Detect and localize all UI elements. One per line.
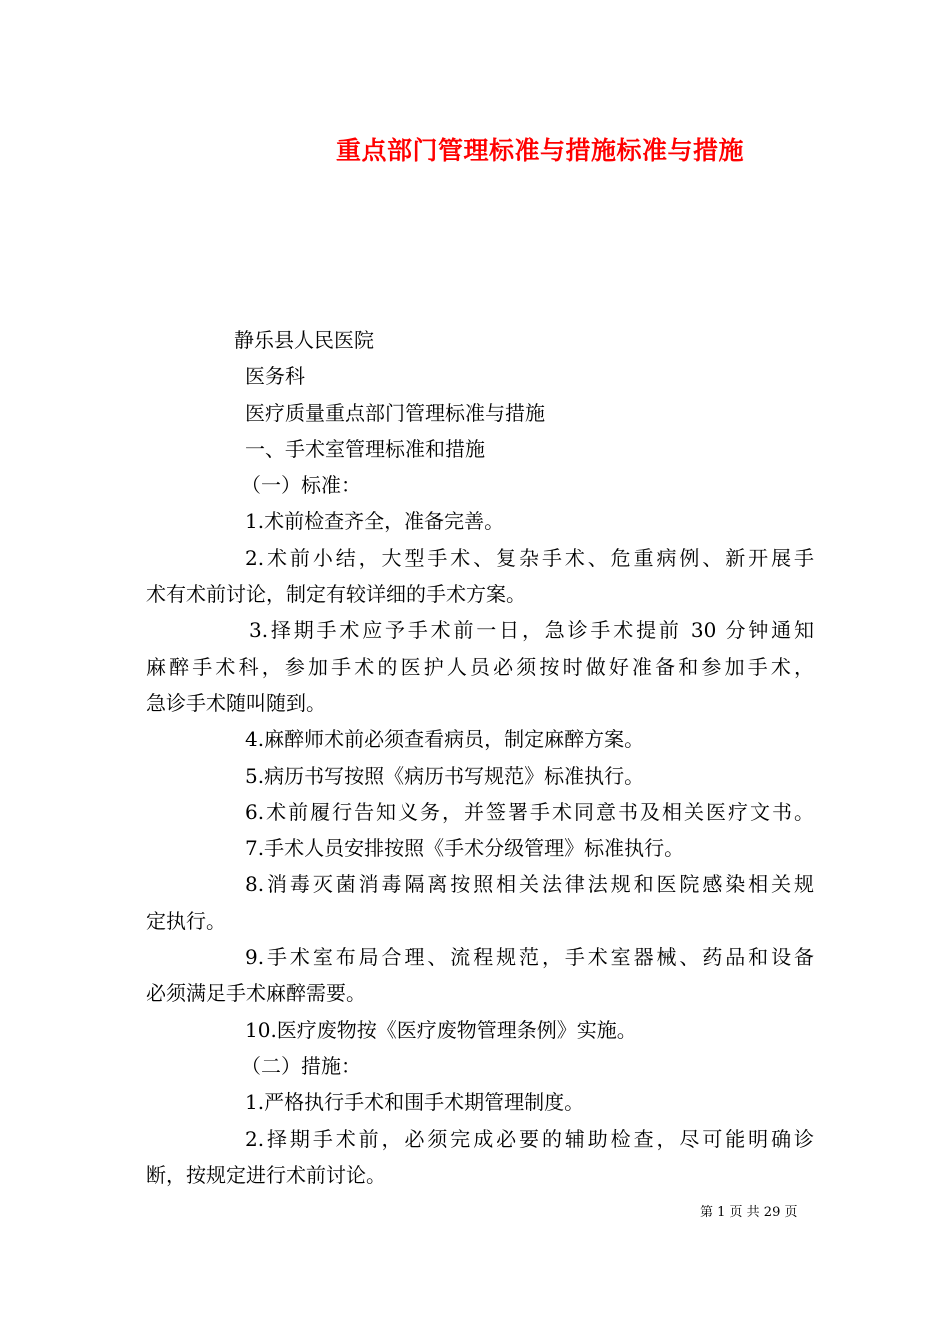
paragraph-line: 4.麻醉师术前必须查看病员，制定麻醉方案。 [245, 727, 645, 752]
paragraph-line: 10.医疗废物按《医疗废物管理条例》实施。 [245, 1017, 637, 1042]
paragraph-line: 急诊手术随叫随到。 [146, 690, 326, 715]
paragraph-line: 麻醉手术科，参加手术的医护人员必须按时做好准备和参加手术， [146, 654, 814, 679]
hospital-name: 静乐县人民医院 [234, 328, 374, 352]
paragraph-line: 必须满足手术麻醉需要。 [146, 981, 366, 1006]
subsection-heading: （二）措施： [241, 1053, 361, 1078]
paragraph-line: 断，按规定进行术前讨论。 [146, 1162, 386, 1187]
paragraph-line: 2.术前小结，大型手术、复杂手术、危重病例、新开展手 [245, 545, 814, 570]
paragraph-line: 5.病历书写按照《病历书写规范》标准执行。 [245, 763, 645, 788]
subsection-heading: （一）标准： [241, 473, 361, 498]
paragraph-line: 1.术前检查齐全，准备完善。 [245, 509, 505, 534]
paragraph-line: 7.手术人员安排按照《手术分级管理》标准执行。 [245, 836, 685, 861]
paragraph-line: 2.择期手术前，必须完成必要的辅助检查，尽可能明确诊 [245, 1126, 814, 1151]
paragraph-line: 1.严格执行手术和围手术期管理制度。 [245, 1090, 585, 1115]
paragraph-line: 9.手术室布局合理、流程规范，手术室器械、药品和设备 [245, 945, 814, 970]
page-number: 第 1 页 共 29 页 [700, 1205, 798, 1220]
paragraph-line: 3.择期手术应予手术前一日，急诊手术提前 30 分钟通知 [249, 618, 814, 643]
paragraph-line: 6.术前履行告知义务，并签署手术同意书及相关医疗文书。 [245, 799, 814, 824]
document-title: 重点部门管理标准与措施标准与措施 [335, 136, 744, 165]
chapter-heading: 一、手术室管理标准和措施 [245, 436, 485, 461]
document-body [146, 322, 814, 1193]
section-heading: 医疗质量重点部门管理标准与措施 [245, 400, 545, 425]
paragraph-line: 术有术前讨论，制定有较详细的手术方案。 [146, 582, 526, 607]
department-name: 医务科 [245, 364, 305, 389]
paragraph-line: 定执行。 [146, 908, 226, 933]
paragraph-line: 8.消毒灭菌消毒隔离按照相关法律法规和医院感染相关规 [245, 872, 814, 897]
